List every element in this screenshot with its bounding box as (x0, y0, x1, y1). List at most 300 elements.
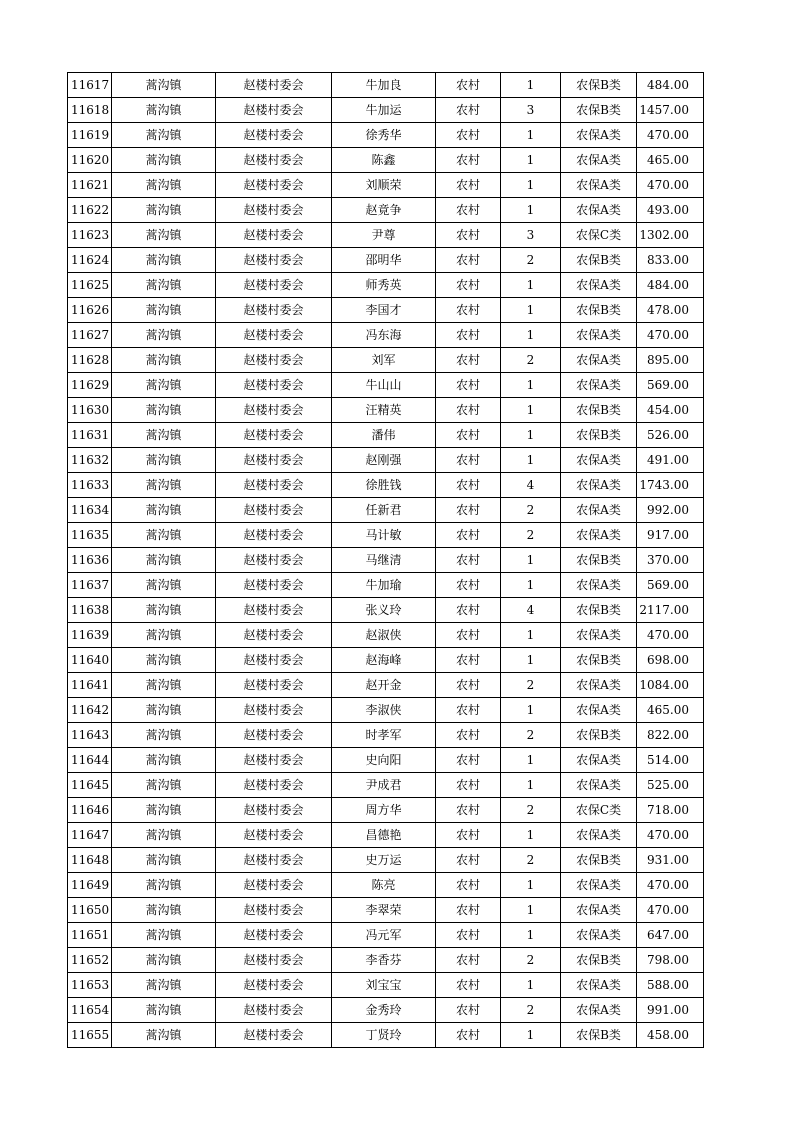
table-row (68, 223, 704, 248)
record-id-cell: 11639 (68, 623, 112, 648)
amount-cell: 991.00 (637, 998, 704, 1023)
household-size-cell: 3 (501, 98, 561, 123)
household-type-cell: 农村 (436, 623, 501, 648)
household-type-cell: 农村 (436, 998, 501, 1023)
insurance-category-cell: 农保A类 (561, 498, 637, 523)
village-committee-cell: 赵楼村委会 (216, 473, 332, 498)
table-row (68, 623, 704, 648)
amount-cell: 1302.00 (637, 223, 704, 248)
table-row (68, 498, 704, 523)
amount-cell: 465.00 (637, 148, 704, 173)
household-size-cell: 1 (501, 973, 561, 998)
household-size-cell: 1 (501, 748, 561, 773)
insurance-category-cell: 农保B类 (561, 73, 637, 98)
village-committee-cell: 赵楼村委会 (216, 773, 332, 798)
household-type-cell: 农村 (436, 898, 501, 923)
amount-cell: 470.00 (637, 623, 704, 648)
record-id-cell: 11617 (68, 73, 112, 98)
village-committee-cell: 赵楼村委会 (216, 598, 332, 623)
record-id-cell: 11619 (68, 123, 112, 148)
household-type-cell: 农村 (436, 598, 501, 623)
township-cell: 蒿沟镇 (112, 98, 216, 123)
record-id-cell: 11630 (68, 398, 112, 423)
person-name-cell: 赵刚强 (332, 448, 436, 473)
table-row (68, 398, 704, 423)
township-cell: 蒿沟镇 (112, 873, 216, 898)
record-id-cell: 11618 (68, 98, 112, 123)
township-cell: 蒿沟镇 (112, 173, 216, 198)
township-cell: 蒿沟镇 (112, 248, 216, 273)
amount-cell: 931.00 (637, 848, 704, 873)
household-type-cell: 农村 (436, 523, 501, 548)
household-size-cell: 2 (501, 673, 561, 698)
village-committee-cell: 赵楼村委会 (216, 648, 332, 673)
township-cell: 蒿沟镇 (112, 448, 216, 473)
township-cell: 蒿沟镇 (112, 373, 216, 398)
insurance-category-cell: 农保A类 (561, 573, 637, 598)
village-committee-cell: 赵楼村委会 (216, 723, 332, 748)
township-cell: 蒿沟镇 (112, 998, 216, 1023)
household-type-cell: 农村 (436, 323, 501, 348)
person-name-cell: 金秀玲 (332, 998, 436, 1023)
household-size-cell: 1 (501, 123, 561, 148)
township-cell: 蒿沟镇 (112, 673, 216, 698)
person-name-cell: 牛山山 (332, 373, 436, 398)
insurance-category-cell: 农保A类 (561, 623, 637, 648)
record-id-cell: 11648 (68, 848, 112, 873)
village-committee-cell: 赵楼村委会 (216, 423, 332, 448)
amount-cell: 833.00 (637, 248, 704, 273)
household-type-cell: 农村 (436, 698, 501, 723)
person-name-cell: 陈鑫 (332, 148, 436, 173)
village-committee-cell: 赵楼村委会 (216, 448, 332, 473)
insurance-category-cell: 农保A类 (561, 998, 637, 1023)
person-name-cell: 马计敏 (332, 523, 436, 548)
household-size-cell: 3 (501, 223, 561, 248)
table-row (68, 998, 704, 1023)
amount-cell: 647.00 (637, 923, 704, 948)
insurance-category-cell: 农保B类 (561, 98, 637, 123)
village-committee-cell: 赵楼村委会 (216, 798, 332, 823)
insurance-category-cell: 农保A类 (561, 748, 637, 773)
household-type-cell: 农村 (436, 173, 501, 198)
household-size-cell: 2 (501, 498, 561, 523)
household-size-cell: 1 (501, 373, 561, 398)
table-row (68, 773, 704, 798)
village-committee-cell: 赵楼村委会 (216, 923, 332, 948)
record-id-cell: 11640 (68, 648, 112, 673)
household-size-cell: 1 (501, 923, 561, 948)
household-type-cell: 农村 (436, 548, 501, 573)
insurance-category-cell: 农保A类 (561, 823, 637, 848)
township-cell: 蒿沟镇 (112, 523, 216, 548)
village-committee-cell: 赵楼村委会 (216, 298, 332, 323)
village-committee-cell: 赵楼村委会 (216, 348, 332, 373)
record-id-cell: 11651 (68, 923, 112, 948)
person-name-cell: 刘宝宝 (332, 973, 436, 998)
household-size-cell: 1 (501, 823, 561, 848)
amount-cell: 895.00 (637, 348, 704, 373)
insurance-category-cell: 农保A类 (561, 448, 637, 473)
record-id-cell: 11655 (68, 1023, 112, 1048)
township-cell: 蒿沟镇 (112, 573, 216, 598)
table-row (68, 548, 704, 573)
amount-cell: 458.00 (637, 1023, 704, 1048)
household-size-cell: 2 (501, 248, 561, 273)
person-name-cell: 邵明华 (332, 248, 436, 273)
insurance-category-cell: 农保C类 (561, 798, 637, 823)
person-name-cell: 李淑侠 (332, 698, 436, 723)
household-type-cell: 农村 (436, 748, 501, 773)
village-committee-cell: 赵楼村委会 (216, 948, 332, 973)
table-row (68, 873, 704, 898)
insurance-category-cell: 农保A类 (561, 973, 637, 998)
record-id-cell: 11627 (68, 323, 112, 348)
table-row (68, 348, 704, 373)
record-id-cell: 11642 (68, 698, 112, 723)
table-row (68, 823, 704, 848)
township-cell: 蒿沟镇 (112, 923, 216, 948)
amount-cell: 798.00 (637, 948, 704, 973)
records-body (68, 73, 704, 1048)
table-row (68, 448, 704, 473)
record-id-cell: 11638 (68, 598, 112, 623)
household-type-cell: 农村 (436, 923, 501, 948)
village-committee-cell: 赵楼村委会 (216, 148, 332, 173)
table-row (68, 748, 704, 773)
village-committee-cell: 赵楼村委会 (216, 498, 332, 523)
insurance-category-cell: 农保A类 (561, 473, 637, 498)
township-cell: 蒿沟镇 (112, 823, 216, 848)
township-cell: 蒿沟镇 (112, 948, 216, 973)
village-committee-cell: 赵楼村委会 (216, 998, 332, 1023)
village-committee-cell: 赵楼村委会 (216, 123, 332, 148)
person-name-cell: 师秀英 (332, 273, 436, 298)
village-committee-cell: 赵楼村委会 (216, 673, 332, 698)
amount-cell: 493.00 (637, 198, 704, 223)
household-type-cell: 农村 (436, 198, 501, 223)
household-size-cell: 1 (501, 698, 561, 723)
record-id-cell: 11645 (68, 773, 112, 798)
township-cell: 蒿沟镇 (112, 223, 216, 248)
record-id-cell: 11653 (68, 973, 112, 998)
household-type-cell: 农村 (436, 973, 501, 998)
table-row (68, 423, 704, 448)
record-id-cell: 11647 (68, 823, 112, 848)
amount-cell: 470.00 (637, 323, 704, 348)
household-size-cell: 1 (501, 773, 561, 798)
household-type-cell: 农村 (436, 823, 501, 848)
household-size-cell: 1 (501, 898, 561, 923)
person-name-cell: 陈亮 (332, 873, 436, 898)
person-name-cell: 刘顺荣 (332, 173, 436, 198)
person-name-cell: 史向阳 (332, 748, 436, 773)
village-committee-cell: 赵楼村委会 (216, 173, 332, 198)
insurance-category-cell: 农保B类 (561, 948, 637, 973)
amount-cell: 470.00 (637, 173, 704, 198)
person-name-cell: 任新君 (332, 498, 436, 523)
person-name-cell: 赵海峰 (332, 648, 436, 673)
table-row (68, 248, 704, 273)
household-size-cell: 1 (501, 623, 561, 648)
household-size-cell: 2 (501, 998, 561, 1023)
village-committee-cell: 赵楼村委会 (216, 1023, 332, 1048)
township-cell: 蒿沟镇 (112, 748, 216, 773)
amount-cell: 470.00 (637, 898, 704, 923)
insurance-category-cell: 农保A类 (561, 273, 637, 298)
record-id-cell: 11625 (68, 273, 112, 298)
household-size-cell: 1 (501, 73, 561, 98)
table-row (68, 923, 704, 948)
record-id-cell: 11634 (68, 498, 112, 523)
amount-cell: 470.00 (637, 823, 704, 848)
amount-cell: 1743.00 (637, 473, 704, 498)
village-committee-cell: 赵楼村委会 (216, 98, 332, 123)
township-cell: 蒿沟镇 (112, 698, 216, 723)
insurance-category-cell: 农保B类 (561, 423, 637, 448)
record-id-cell: 11632 (68, 448, 112, 473)
insurance-category-cell: 农保B类 (561, 648, 637, 673)
township-cell: 蒿沟镇 (112, 898, 216, 923)
household-size-cell: 1 (501, 173, 561, 198)
village-committee-cell: 赵楼村委会 (216, 848, 332, 873)
household-size-cell: 2 (501, 798, 561, 823)
person-name-cell: 张义玲 (332, 598, 436, 623)
household-type-cell: 农村 (436, 948, 501, 973)
insurance-category-cell: 农保B类 (561, 548, 637, 573)
household-type-cell: 农村 (436, 573, 501, 598)
record-id-cell: 11649 (68, 873, 112, 898)
village-committee-cell: 赵楼村委会 (216, 248, 332, 273)
household-type-cell: 农村 (436, 873, 501, 898)
person-name-cell: 时孝军 (332, 723, 436, 748)
record-id-cell: 11633 (68, 473, 112, 498)
table-row (68, 973, 704, 998)
insurance-category-cell: 农保B类 (561, 398, 637, 423)
record-id-cell: 11624 (68, 248, 112, 273)
amount-cell: 514.00 (637, 748, 704, 773)
insurance-category-cell: 农保A类 (561, 523, 637, 548)
household-type-cell: 农村 (436, 723, 501, 748)
township-cell: 蒿沟镇 (112, 723, 216, 748)
household-type-cell: 农村 (436, 348, 501, 373)
village-committee-cell: 赵楼村委会 (216, 373, 332, 398)
household-type-cell: 农村 (436, 398, 501, 423)
village-committee-cell: 赵楼村委会 (216, 223, 332, 248)
household-type-cell: 农村 (436, 423, 501, 448)
village-committee-cell: 赵楼村委会 (216, 623, 332, 648)
table-row (68, 473, 704, 498)
person-name-cell: 尹成君 (332, 773, 436, 798)
village-committee-cell: 赵楼村委会 (216, 823, 332, 848)
village-committee-cell: 赵楼村委会 (216, 523, 332, 548)
household-type-cell: 农村 (436, 273, 501, 298)
township-cell: 蒿沟镇 (112, 798, 216, 823)
township-cell: 蒿沟镇 (112, 423, 216, 448)
amount-cell: 1457.00 (637, 98, 704, 123)
record-id-cell: 11629 (68, 373, 112, 398)
household-size-cell: 2 (501, 848, 561, 873)
insurance-category-cell: 农保A类 (561, 173, 637, 198)
amount-cell: 470.00 (637, 873, 704, 898)
township-cell: 蒿沟镇 (112, 1023, 216, 1048)
insurance-category-cell: 农保A类 (561, 898, 637, 923)
household-size-cell: 2 (501, 948, 561, 973)
household-type-cell: 农村 (436, 298, 501, 323)
village-committee-cell: 赵楼村委会 (216, 973, 332, 998)
household-type-cell: 农村 (436, 448, 501, 473)
person-name-cell: 汪精英 (332, 398, 436, 423)
amount-cell: 454.00 (637, 398, 704, 423)
records-table (67, 72, 704, 1048)
household-size-cell: 1 (501, 873, 561, 898)
township-cell: 蒿沟镇 (112, 398, 216, 423)
insurance-category-cell: 农保A类 (561, 673, 637, 698)
amount-cell: 478.00 (637, 298, 704, 323)
table-row (68, 73, 704, 98)
household-type-cell: 农村 (436, 1023, 501, 1048)
amount-cell: 465.00 (637, 698, 704, 723)
person-name-cell: 牛加运 (332, 98, 436, 123)
insurance-category-cell: 农保A类 (561, 923, 637, 948)
table-row (68, 273, 704, 298)
table-row (68, 898, 704, 923)
amount-cell: 370.00 (637, 548, 704, 573)
table-row (68, 648, 704, 673)
person-name-cell: 赵开金 (332, 673, 436, 698)
table-row (68, 573, 704, 598)
township-cell: 蒿沟镇 (112, 498, 216, 523)
amount-cell: 698.00 (637, 648, 704, 673)
household-type-cell: 农村 (436, 498, 501, 523)
township-cell: 蒿沟镇 (112, 973, 216, 998)
township-cell: 蒿沟镇 (112, 323, 216, 348)
household-size-cell: 1 (501, 273, 561, 298)
record-id-cell: 11622 (68, 198, 112, 223)
household-size-cell: 2 (501, 723, 561, 748)
township-cell: 蒿沟镇 (112, 198, 216, 223)
table-row (68, 298, 704, 323)
household-size-cell: 1 (501, 323, 561, 348)
amount-cell: 526.00 (637, 423, 704, 448)
household-size-cell: 1 (501, 423, 561, 448)
village-committee-cell: 赵楼村委会 (216, 198, 332, 223)
amount-cell: 569.00 (637, 573, 704, 598)
household-size-cell: 1 (501, 398, 561, 423)
record-id-cell: 11652 (68, 948, 112, 973)
amount-cell: 470.00 (637, 123, 704, 148)
person-name-cell: 冯元军 (332, 923, 436, 948)
table-row (68, 323, 704, 348)
insurance-category-cell: 农保A类 (561, 698, 637, 723)
village-committee-cell: 赵楼村委会 (216, 548, 332, 573)
table-row (68, 523, 704, 548)
table-row (68, 848, 704, 873)
insurance-category-cell: 农保A类 (561, 873, 637, 898)
table-row (68, 198, 704, 223)
person-name-cell: 丁贤玲 (332, 1023, 436, 1048)
table-row (68, 798, 704, 823)
village-committee-cell: 赵楼村委会 (216, 698, 332, 723)
amount-cell: 2117.00 (637, 598, 704, 623)
amount-cell: 1084.00 (637, 673, 704, 698)
township-cell: 蒿沟镇 (112, 123, 216, 148)
table-row (68, 123, 704, 148)
household-size-cell: 2 (501, 348, 561, 373)
township-cell: 蒿沟镇 (112, 73, 216, 98)
table-row (68, 148, 704, 173)
amount-cell: 917.00 (637, 523, 704, 548)
village-committee-cell: 赵楼村委会 (216, 73, 332, 98)
household-type-cell: 农村 (436, 148, 501, 173)
record-id-cell: 11620 (68, 148, 112, 173)
household-type-cell: 农村 (436, 798, 501, 823)
person-name-cell: 史万运 (332, 848, 436, 873)
table-row (68, 98, 704, 123)
household-size-cell: 1 (501, 198, 561, 223)
record-id-cell: 11623 (68, 223, 112, 248)
person-name-cell: 李翠荣 (332, 898, 436, 923)
record-id-cell: 11628 (68, 348, 112, 373)
person-name-cell: 周方华 (332, 798, 436, 823)
amount-cell: 569.00 (637, 373, 704, 398)
household-type-cell: 农村 (436, 248, 501, 273)
insurance-category-cell: 农保B类 (561, 723, 637, 748)
household-size-cell: 1 (501, 548, 561, 573)
record-id-cell: 11635 (68, 523, 112, 548)
household-size-cell: 1 (501, 648, 561, 673)
person-name-cell: 昌德艳 (332, 823, 436, 848)
township-cell: 蒿沟镇 (112, 348, 216, 373)
person-name-cell: 刘军 (332, 348, 436, 373)
household-size-cell: 1 (501, 1023, 561, 1048)
person-name-cell: 冯东海 (332, 323, 436, 348)
person-name-cell: 牛加瑜 (332, 573, 436, 598)
household-size-cell: 1 (501, 298, 561, 323)
township-cell: 蒿沟镇 (112, 598, 216, 623)
person-name-cell: 赵竟争 (332, 198, 436, 223)
township-cell: 蒿沟镇 (112, 623, 216, 648)
person-name-cell: 潘伟 (332, 423, 436, 448)
village-committee-cell: 赵楼村委会 (216, 273, 332, 298)
village-committee-cell: 赵楼村委会 (216, 748, 332, 773)
person-name-cell: 牛加良 (332, 73, 436, 98)
household-type-cell: 农村 (436, 648, 501, 673)
record-id-cell: 11621 (68, 173, 112, 198)
insurance-category-cell: 农保B类 (561, 1023, 637, 1048)
insurance-category-cell: 农保A类 (561, 123, 637, 148)
household-size-cell: 1 (501, 448, 561, 473)
insurance-category-cell: 农保A类 (561, 773, 637, 798)
township-cell: 蒿沟镇 (112, 473, 216, 498)
township-cell: 蒿沟镇 (112, 273, 216, 298)
table-row (68, 598, 704, 623)
township-cell: 蒿沟镇 (112, 848, 216, 873)
insurance-category-cell: 农保C类 (561, 223, 637, 248)
insurance-category-cell: 农保A类 (561, 323, 637, 348)
village-committee-cell: 赵楼村委会 (216, 873, 332, 898)
record-id-cell: 11643 (68, 723, 112, 748)
amount-cell: 484.00 (637, 73, 704, 98)
amount-cell: 491.00 (637, 448, 704, 473)
insurance-category-cell: 农保B类 (561, 848, 637, 873)
record-id-cell: 11626 (68, 298, 112, 323)
amount-cell: 822.00 (637, 723, 704, 748)
record-id-cell: 11641 (68, 673, 112, 698)
household-size-cell: 1 (501, 573, 561, 598)
person-name-cell: 李国才 (332, 298, 436, 323)
insurance-category-cell: 农保A类 (561, 148, 637, 173)
